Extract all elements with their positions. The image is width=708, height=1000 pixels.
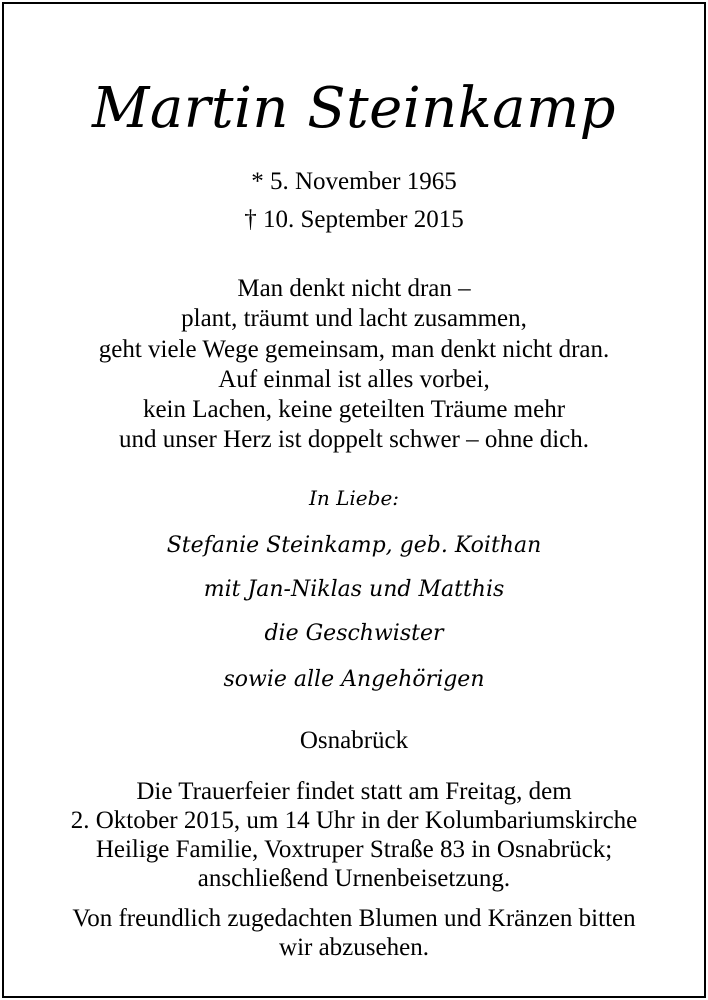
signatory-siblings: die Geschwister	[264, 621, 444, 646]
signatory-relatives: sowie alle Angehörigen	[223, 667, 485, 692]
poem-line: geht viele Wege gemeinsam, man denkt nicht dran.	[98, 335, 610, 363]
poem-line: und unser Herz ist doppelt schwer – ohne dich.	[118, 426, 590, 454]
request-line: Von freundlich zugedachten Blumen und Kränzen bitten	[72, 905, 636, 932]
poem-line: kein Lachen, keine geteilten Träume mehr	[142, 396, 566, 424]
request-line: wir abzusehen.	[279, 934, 429, 961]
signatory-children: mit Jan-Niklas und Matthis	[203, 577, 505, 602]
service-line: Die Trauerfeier findet statt am Freitag, dem	[136, 778, 572, 805]
service-line: 2. Oktober 2015, um 14 Uhr in der Kolumbariumskirche	[70, 807, 638, 834]
poem-line: plant, träumt und lacht zusammen,	[181, 305, 527, 333]
funeral-service-info	[4, 777, 704, 893]
death-date: † 10. September 2015	[244, 206, 464, 233]
memorial-poem	[4, 274, 704, 456]
deceased-name: Martin Steinkamp	[91, 76, 617, 141]
place-name: Osnabrück	[299, 727, 409, 754]
signatory-spouse: Stefanie Steinkamp, geb. Koithan	[166, 533, 542, 558]
flowers-request	[4, 904, 704, 962]
birth-date: * 5. November 1965	[251, 168, 457, 195]
poem-line: Man denkt nicht dran –	[237, 275, 471, 302]
service-line: Heilige Familie, Voxtruper Straße 83 in Osnabrück;	[95, 836, 613, 863]
poem-line: Auf einmal ist alles vorbei,	[218, 365, 490, 393]
obituary-notice	[2, 2, 706, 998]
signature-intro: In Liebe:	[308, 486, 400, 510]
service-line: anschließend Urnenbeisetzung.	[197, 865, 511, 892]
